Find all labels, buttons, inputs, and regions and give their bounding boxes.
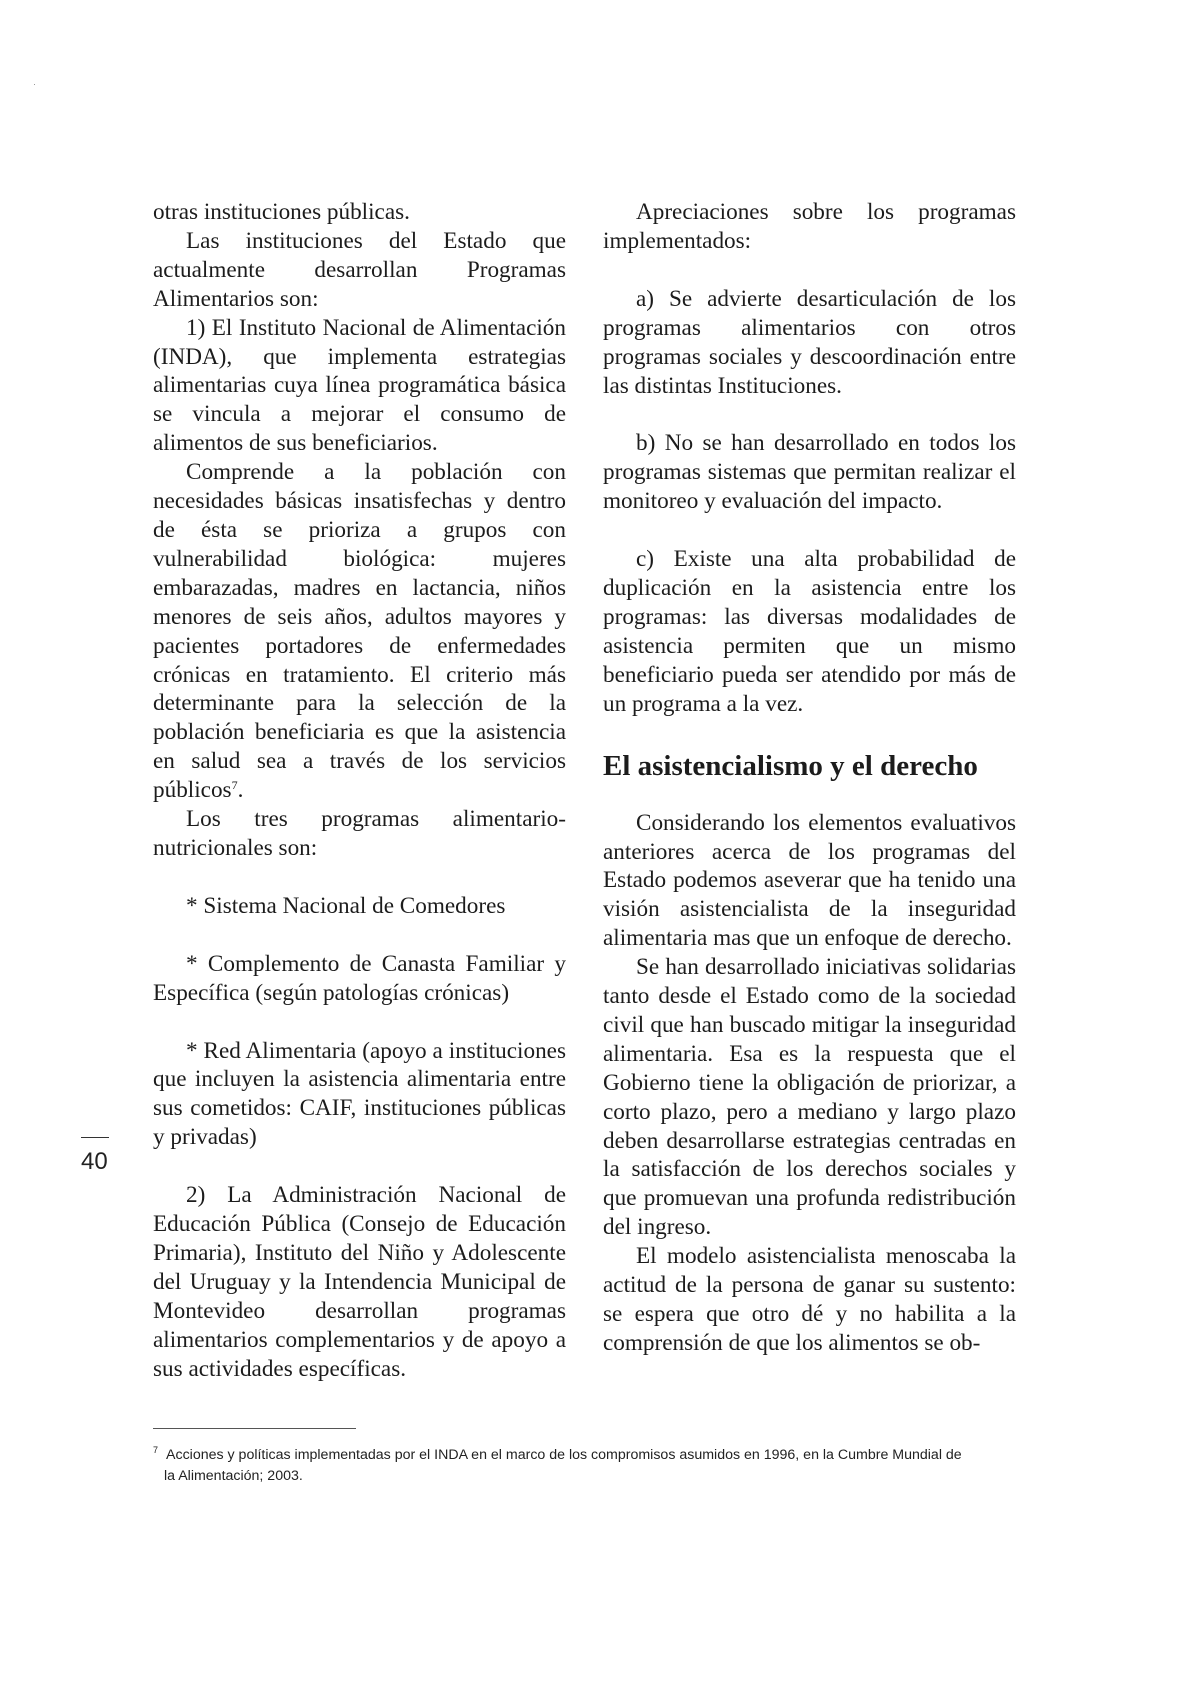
footnote-separator — [153, 1428, 356, 1429]
footnote-reference: 7 — [231, 778, 238, 793]
scan-speck — [34, 84, 35, 85]
paragraph-end: . — [237, 777, 244, 804]
footnote-marker: 7 — [153, 1445, 159, 1455]
left-column — [153, 198, 566, 1384]
paragraph: 2) La Administración Nacional de Educación Pública (Consejo de Educación Primaria), Instituto del Niño y Adolescente del Uruguay y la Intendencia Municipal de Montevideo desarrollan programas alimentarios complementarios y de apoyo a sus actividades específicas. — [153, 1182, 566, 1382]
paragraph: Las instituciones del Estado que actualmente desarrollan Programas Alimentarios son: — [153, 227, 566, 312]
paragraph: b) No se han desarrollado en todos los programas sistemas que permitan realizar el monitoreo y evaluación del impacto. — [603, 430, 1016, 515]
right-column — [603, 198, 1016, 1358]
paragraph: Los tres programas alimentario-nutricionales son: — [153, 806, 566, 861]
list-item: * Sistema Nacional de Comedores — [186, 892, 506, 919]
paragraph-text: Comprende a la población con necesidades básicas insatisfechas y dentro de ésta se prioriza a grupos con vulnerabilidad biológica: mujeres embarazadas, madres en lactancia, niños menores de seis años, adultos mayores y pacientes portadores de enfermedades crónicas en tratamiento. El criterio más determinante para la selección de la población beneficiaria es que la asistencia en salud sea a través de los servicios públicos — [153, 459, 566, 804]
paragraph: a) Se advierte desarticulación de los programas alimentarios con otros programas sociales y descoordinación entre las distintas Instituciones. — [603, 285, 1016, 399]
page-number-rule — [81, 1137, 109, 1138]
list-item: * Complemento de Canasta Familiar y Específica (según patologías crónicas) — [153, 950, 566, 1006]
paragraph: Apreciaciones sobre los programas implementados: — [603, 199, 1016, 254]
footnote-text: Acciones y políticas implementadas por el INDA en el marco de los compromisos asumidos en 1996, en la Cumbre Mundial de — [166, 1447, 962, 1463]
paragraph: Considerando los elementos evaluativos anteriores acerca de los programas del Estado podemos aseverar que ha tenido una visión asistencialista de la inseguridad alimentaria mas que un enfoque de derecho. — [603, 809, 1016, 952]
paragraph: c) Existe una alta probabilidad de duplicación en la asistencia entre los programas: las diversas modalidades de asistencia permiten que un mismo beneficiario pueda ser atendido por más de un programa a la vez. — [603, 546, 1016, 717]
footnote-line: la Alimentación; 2003. — [164, 1468, 303, 1484]
paragraph: El modelo asistencialista menoscaba la actitud de la persona de ganar su sustento: se espera que otro dé y no habilita a la comprensión de que los alimentos se ob- — [603, 1243, 1016, 1356]
paragraph — [153, 458, 566, 805]
footnote — [153, 1445, 1023, 1487]
footnote-line — [153, 1445, 1023, 1466]
section-heading: El asistencialismo y el derecho — [603, 749, 978, 782]
list-item: * Red Alimentaria (apoyo a instituciones que incluyen la asistencia alimentaria entre sus cometidos: CAIF, instituciones públicas y privadas) — [153, 1037, 566, 1151]
paragraph: Se han desarrollado iniciativas solidarias tanto desde el Estado como de la sociedad civil que han buscado mitigar la inseguridad alimentaria. Esa es la respuesta que el Gobierno tiene la obligación de priorizar, a corto plazo, pero a mediano y largo plazo deben desarrollarse estrategias centradas en la satisfacción de los derechos sociales y que promuevan una profunda redistribución del ingreso. — [603, 954, 1016, 1241]
paragraph: 1) El Instituto Nacional de Alimentación (INDA), que implementa estrategias alimentarias cuya línea programática básica se vincula a mejorar el consumo de alimentos de sus beneficiarios. — [153, 314, 566, 457]
page-number: 40 — [81, 1148, 108, 1175]
paragraph: otras instituciones públicas. — [153, 199, 410, 225]
